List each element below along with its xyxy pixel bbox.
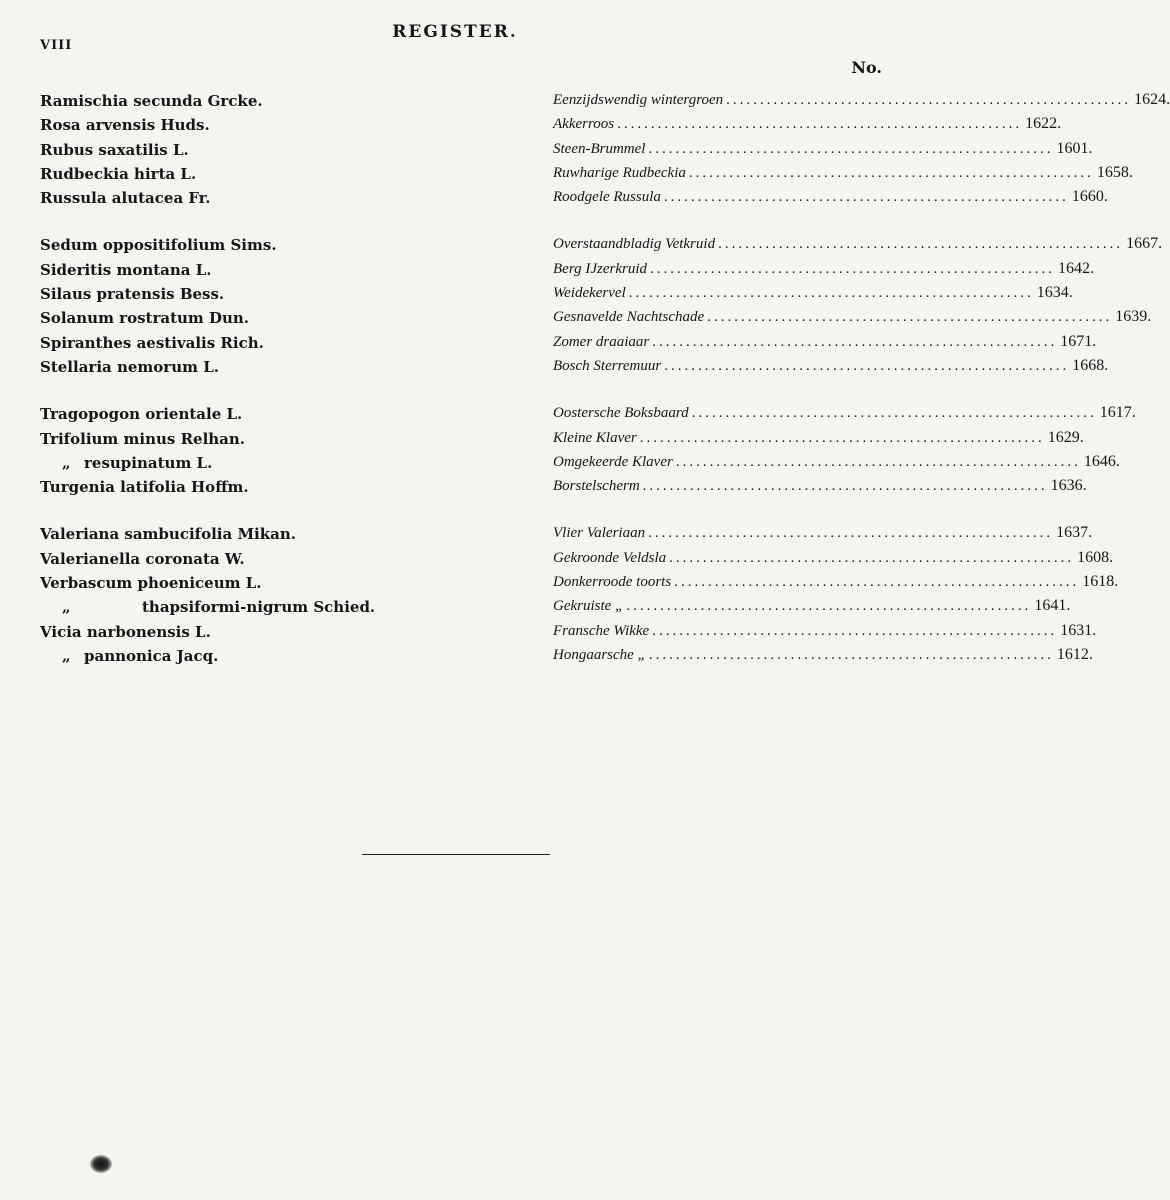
dutch-name: Zomer draaiaar xyxy=(553,333,650,350)
dutch-entry xyxy=(553,477,1087,495)
latin-name xyxy=(40,550,245,568)
latin-name-text: pannonica Jacq. xyxy=(84,646,219,665)
register-row xyxy=(0,645,1093,669)
latin-name-text: resupinatum L. xyxy=(84,453,213,472)
dutch-name: Vlier Valeriaan xyxy=(553,525,646,542)
entry-number: 1631. xyxy=(1060,621,1097,639)
latin-name xyxy=(40,92,263,110)
dutch-entry xyxy=(553,548,1114,567)
dutch-name: Gekruiste „ xyxy=(553,598,624,615)
latin-name-text: thapsiformi-nigrum Schied. xyxy=(142,598,376,617)
latin-name xyxy=(40,574,261,592)
register-row xyxy=(0,187,1108,211)
latin-name-text: Rudbeckia hirta L. xyxy=(40,164,197,183)
entry-number: 1667. xyxy=(1126,235,1163,253)
latin-name-text: Solanum rostratum Dun. xyxy=(40,309,250,328)
register-row xyxy=(0,356,1109,380)
dot-leader: ............................................................ xyxy=(675,453,1081,470)
dutch-entry xyxy=(553,524,1093,542)
entry-number: 1671. xyxy=(1060,332,1097,350)
latin-name-text: Ramischia secunda Grcke. xyxy=(40,92,263,110)
entry-number: 1618. xyxy=(1082,573,1119,591)
register-row xyxy=(0,428,1084,452)
dot-leader: ............................................................ xyxy=(617,116,1023,133)
dutch-name: Borstelscherm xyxy=(553,478,640,495)
entry-number: 1622. xyxy=(1025,115,1062,133)
entry-number: 1634. xyxy=(1036,284,1073,302)
entry-number: 1646. xyxy=(1083,452,1120,470)
register-entries xyxy=(0,90,1170,692)
dutch-name: Kleine Klaver xyxy=(553,429,637,446)
entry-number: 1668. xyxy=(1072,356,1109,374)
dutch-entry xyxy=(553,621,1097,640)
dutch-name: Berg IJzerkruid xyxy=(553,260,647,277)
ditto-mark: „ xyxy=(62,646,71,665)
entry-number: 1660. xyxy=(1071,188,1108,206)
register-group xyxy=(0,90,1170,211)
register-row xyxy=(0,114,1062,138)
dot-leader: ............................................................ xyxy=(650,260,1055,277)
latin-name xyxy=(40,285,224,303)
register-group xyxy=(0,234,1163,380)
register-row xyxy=(0,307,1152,331)
dutch-name: Bosch Sterremuur xyxy=(553,357,662,374)
dot-leader: ............................................................ xyxy=(648,646,1054,663)
register-row xyxy=(0,523,1093,547)
dutch-entry xyxy=(553,91,1170,109)
dutch-name: Hongaarsche „ xyxy=(553,646,646,663)
register-row xyxy=(0,163,1133,187)
page-number: VIII xyxy=(40,38,73,53)
page-title: REGISTER. xyxy=(392,22,518,42)
dutch-entry xyxy=(553,404,1136,422)
dot-leader: ............................................................ xyxy=(718,236,1124,253)
latin-name xyxy=(62,598,375,616)
latin-name xyxy=(40,236,277,254)
dutch-entry xyxy=(553,259,1094,278)
dutch-name: Donkerroode toorts xyxy=(553,574,672,591)
dot-leader: ............................................................ xyxy=(691,405,1097,422)
latin-name-text: Turgenia latifolia Hoffm. xyxy=(40,478,249,497)
dutch-entry xyxy=(553,163,1133,182)
dot-leader: ............................................................ xyxy=(664,357,1070,374)
latin-name-text: Sedum oppositifolium Sims. xyxy=(40,236,277,255)
entry-number: 1617. xyxy=(1099,404,1136,422)
dutch-name: Overstaandbladig Vetkruid xyxy=(553,236,716,253)
latin-name xyxy=(40,334,264,352)
dutch-entry xyxy=(553,356,1109,375)
latin-name xyxy=(40,116,210,134)
dutch-name: Fransche Wikke xyxy=(553,622,650,639)
dot-leader: ............................................................ xyxy=(663,189,1069,206)
dot-leader: ............................................................ xyxy=(669,549,1075,566)
latin-name xyxy=(40,189,211,207)
latin-name xyxy=(40,623,211,641)
register-row xyxy=(0,403,1136,427)
entry-number: 1608. xyxy=(1077,548,1114,566)
latin-name-text: Verbascum phoeniceum L. xyxy=(40,574,262,593)
dutch-entry xyxy=(553,645,1093,664)
dutch-name: Ruwharige Rudbeckia xyxy=(553,164,686,181)
dutch-entry xyxy=(553,573,1119,591)
latin-name xyxy=(40,141,189,159)
latin-name-text: Silaus pratensis Bess. xyxy=(40,285,225,304)
dutch-entry xyxy=(553,308,1152,326)
section-divider xyxy=(362,854,550,855)
register-row xyxy=(0,259,1094,283)
dot-leader: ............................................................ xyxy=(626,598,1032,615)
dutch-entry xyxy=(553,428,1084,447)
latin-name-text: Sideritis montana L. xyxy=(40,260,212,279)
latin-name xyxy=(40,430,245,448)
dot-leader: ............................................................ xyxy=(726,92,1132,108)
entry-number: 1601. xyxy=(1056,139,1093,157)
entry-number: 1641. xyxy=(1034,597,1071,615)
register-row xyxy=(0,452,1120,476)
entry-number: 1629. xyxy=(1047,428,1084,446)
register-row xyxy=(0,596,1071,620)
latin-name xyxy=(62,647,218,665)
register-row xyxy=(0,548,1114,572)
dot-leader: ............................................................ xyxy=(674,574,1080,591)
dot-leader: ............................................................ xyxy=(628,285,1034,302)
register-row xyxy=(0,139,1093,163)
dutch-entry xyxy=(553,235,1163,253)
register-row xyxy=(0,621,1097,645)
register-row xyxy=(0,283,1073,307)
dutch-entry xyxy=(553,332,1097,351)
dot-leader: ............................................................ xyxy=(688,164,1094,181)
latin-name-text: Rubus saxatilis L. xyxy=(40,140,189,159)
dot-leader: ............................................................ xyxy=(639,429,1045,446)
entry-number: 1612. xyxy=(1056,645,1093,663)
latin-name xyxy=(40,165,196,183)
dutch-entry xyxy=(553,139,1093,158)
ditto-mark: „ xyxy=(62,598,71,617)
dot-leader: ............................................................ xyxy=(652,333,1058,350)
entry-number: 1658. xyxy=(1096,163,1133,181)
latin-name xyxy=(62,454,212,472)
ditto-mark: „ xyxy=(62,453,71,472)
register-row xyxy=(0,90,1170,114)
dot-leader: ............................................................ xyxy=(707,309,1113,326)
latin-name xyxy=(40,358,219,376)
dutch-name: Gekroonde Veldsla xyxy=(553,549,667,566)
register-row xyxy=(0,332,1097,356)
latin-name-text: Trifolium minus Relhan. xyxy=(40,429,246,448)
entry-number: 1637. xyxy=(1056,524,1093,542)
dot-leader: ............................................................ xyxy=(642,478,1048,495)
latin-name xyxy=(40,405,242,423)
register-group xyxy=(0,523,1119,669)
dutch-name: Steen-Brummel xyxy=(553,140,646,157)
dutch-name: Weidekervel xyxy=(553,285,626,302)
entry-number: 1639. xyxy=(1115,308,1152,326)
entry-number: 1642. xyxy=(1058,259,1094,277)
latin-name xyxy=(40,525,296,543)
dutch-entry xyxy=(553,452,1120,471)
register-group xyxy=(0,403,1136,500)
number-column-label: No. xyxy=(851,58,882,77)
latin-name xyxy=(40,309,249,327)
latin-name xyxy=(40,478,249,496)
latin-name-text: Rosa arvensis Huds. xyxy=(40,116,210,135)
latin-name-text: Tragopogon orientale L. xyxy=(40,405,243,424)
dutch-name: Oostersche Boksbaard xyxy=(553,405,689,422)
register-row xyxy=(0,234,1163,258)
dutch-entry xyxy=(553,188,1108,206)
latin-name-text: Russula alutacea Fr. xyxy=(40,189,211,208)
dutch-entry xyxy=(553,284,1073,302)
dutch-entry xyxy=(553,115,1062,133)
dot-leader: ............................................................ xyxy=(648,525,1054,542)
dutch-name: Eenzijdswendig wintergroen xyxy=(553,92,724,108)
latin-name-text: Stellaria nemorum L. xyxy=(40,357,219,376)
latin-name-text: Vicia narbonensis L. xyxy=(40,622,211,641)
dot-leader: ............................................................ xyxy=(648,140,1054,157)
latin-name-text: Spiranthes aestivalis Rich. xyxy=(40,333,264,352)
dutch-name: Roodgele Russula xyxy=(553,189,661,206)
dutch-name: Gesnavelde Nachtschade xyxy=(553,309,705,326)
latin-name-text: Valerianella coronata W. xyxy=(40,549,245,568)
entry-number: 1624. xyxy=(1134,91,1170,108)
dutch-name: Akkerroos xyxy=(553,116,615,133)
dutch-name: Omgekeerde Klaver xyxy=(553,453,673,470)
entry-number: 1636. xyxy=(1050,477,1087,495)
latin-name xyxy=(40,261,212,279)
register-row xyxy=(0,476,1087,500)
latin-name-text: Valeriana sambucifolia Mikan. xyxy=(40,525,296,544)
ink-smudge xyxy=(90,1155,112,1173)
dot-leader: ............................................................ xyxy=(652,622,1058,639)
dutch-entry xyxy=(553,597,1071,615)
register-row xyxy=(0,572,1119,596)
